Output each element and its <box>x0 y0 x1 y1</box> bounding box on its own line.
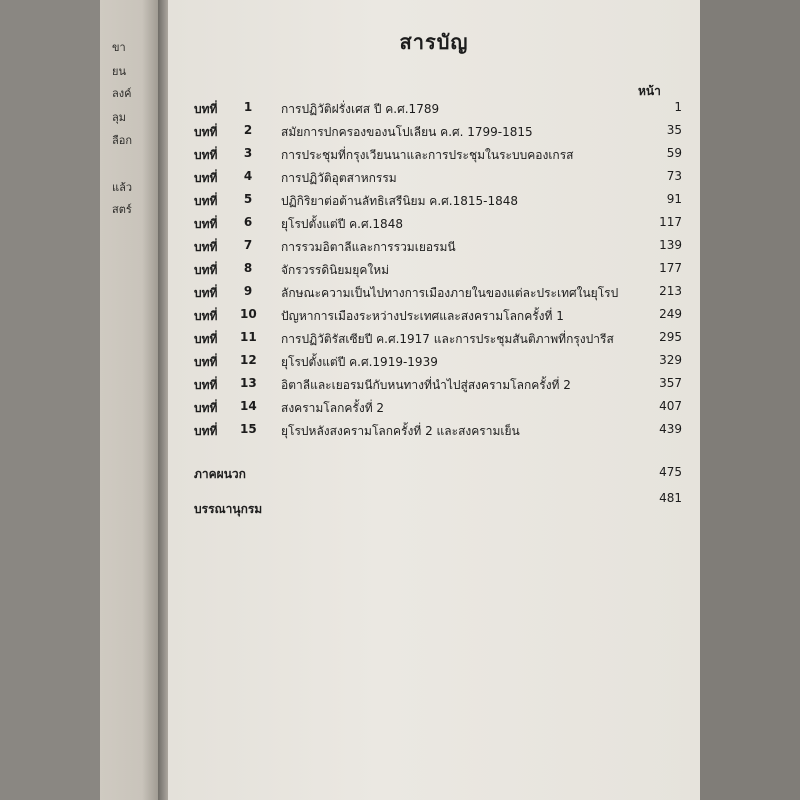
chapter-label: บทที่ <box>194 378 218 392</box>
chapter-label: บทที่ <box>194 102 218 116</box>
chapter-page: 1 <box>674 100 682 114</box>
chapter-label: บทที่ <box>194 194 218 208</box>
chapter-title: ปฏิกิริยาต่อต้านลัทธิเสรีนิยม ค.ศ.1815-1848 <box>281 194 518 208</box>
chapter-title: การปฏิวัติรัสเซียปี ค.ศ.1917 และการประชุมสันติภาพที่กรุงปารีส <box>281 332 614 346</box>
chapter-number: 15 <box>240 422 257 436</box>
chapter-label: บทที่ <box>194 355 218 369</box>
chapter-number: 12 <box>240 353 257 367</box>
chapter-label: บทที่ <box>194 171 218 185</box>
chapter-number: 8 <box>243 261 253 275</box>
chapter-title: สมัยการปกครองของนโปเลียน ค.ศ. 1799-1815 <box>281 125 533 139</box>
toc-row <box>168 123 700 143</box>
bibliography-label: บรรณานุกรม <box>194 502 263 516</box>
chapter-title: จักรวรรดินิยมยุคใหม่ <box>281 263 390 277</box>
toc-row <box>168 146 700 166</box>
chapter-title: การรวมอิตาลีและการรวมเยอรมนี <box>281 240 456 254</box>
chapter-number: 5 <box>243 192 253 206</box>
chapter-page: 439 <box>659 422 682 436</box>
toc-row <box>168 376 700 396</box>
toc-title: สารบัญ <box>399 30 469 54</box>
chapter-page: 73 <box>666 169 682 183</box>
chapter-number: 9 <box>243 284 253 298</box>
toc-row <box>168 215 700 235</box>
chapter-label: บทที่ <box>194 148 218 162</box>
chapter-label: บทที่ <box>194 401 218 415</box>
chapter-title: ยุโรปตั้งแต่ปี ค.ศ.1919-1939 <box>281 355 438 369</box>
chapter-label: บทที่ <box>194 286 218 300</box>
toc-row <box>168 169 700 189</box>
left-page-fragment: แล้ว <box>112 181 133 194</box>
chapter-title: ยุโรปหลังสงครามโลกครั้งที่ 2 และสงครามเย็น <box>281 424 520 438</box>
left-page-fragment: ยน <box>112 65 126 78</box>
chapter-title: ยุโรปตั้งแต่ปี ค.ศ.1848 <box>281 217 403 231</box>
chapter-title: ลักษณะความเป็นไปทางการเมืองภายในของแต่ละประเทศในยุโรป <box>281 286 619 300</box>
chapter-page: 177 <box>659 261 682 275</box>
chapter-label: บทที่ <box>194 217 218 231</box>
chapter-page: 117 <box>659 215 682 229</box>
background-surface <box>700 0 800 800</box>
toc-row <box>168 238 700 258</box>
chapter-label: บทที่ <box>194 240 218 254</box>
bibliography-page: 481 <box>659 491 682 505</box>
chapter-label: บทที่ <box>194 263 218 277</box>
chapter-page: 295 <box>659 330 682 344</box>
chapter-page: 407 <box>659 399 682 413</box>
chapter-title: สงครามโลกครั้งที่ 2 <box>281 401 385 415</box>
left-page <box>100 0 160 800</box>
chapter-title: ปัญหาการเมืองระหว่างประเทศและสงครามโลกครั้งที่ 1 <box>281 309 564 323</box>
chapter-page: 59 <box>666 146 682 160</box>
chapter-number: 2 <box>243 123 253 137</box>
chapter-label: บทที่ <box>194 332 218 346</box>
chapter-page: 139 <box>659 238 682 252</box>
toc-row <box>168 330 700 350</box>
appendix-page: 475 <box>659 465 682 479</box>
chapter-title: การปฏิวัติอุตสาหกรรม <box>281 171 397 185</box>
left-page-fragment: ลงค์ <box>112 87 132 100</box>
toc-row <box>168 399 700 419</box>
page-column-header: หน้า <box>638 84 661 98</box>
chapter-number: 14 <box>240 399 257 413</box>
chapter-number: 13 <box>240 376 257 390</box>
chapter-page: 35 <box>666 123 682 137</box>
toc-page <box>168 0 700 800</box>
chapter-page: 213 <box>659 284 682 298</box>
chapter-number: 10 <box>240 307 257 321</box>
left-page-fragment: ขา <box>112 41 126 54</box>
toc-row <box>168 353 700 373</box>
toc-row <box>168 100 700 120</box>
left-page-fragment: ลือก <box>112 134 133 147</box>
toc-row <box>168 192 700 212</box>
toc-row <box>168 261 700 281</box>
chapter-label: บทที่ <box>194 424 218 438</box>
chapter-title: การปฏิวัติฝรั่งเศส ปี ค.ศ.1789 <box>281 102 440 116</box>
chapter-label: บทที่ <box>194 125 218 139</box>
chapter-page: 91 <box>666 192 682 206</box>
chapter-number: 7 <box>243 238 253 252</box>
chapter-number: 4 <box>243 169 253 183</box>
chapter-title: การประชุมที่กรุงเวียนนาและการประชุมในระบบคองเกรส <box>281 148 574 162</box>
chapter-title: อิตาลีและเยอรมนีกับหนทางที่นำไปสู่สงครามโลกครั้งที่ 2 <box>281 378 571 392</box>
appendix-label: ภาคผนวก <box>194 467 246 481</box>
chapter-page: 249 <box>659 307 682 321</box>
left-page-fragment: สตร์ <box>112 203 132 216</box>
chapter-label: บทที่ <box>194 309 218 323</box>
toc-row <box>168 307 700 327</box>
toc-row <box>168 422 700 442</box>
chapter-number: 6 <box>243 215 253 229</box>
chapter-number: 11 <box>240 330 257 344</box>
left-page-fragment: ลุม <box>112 111 126 124</box>
chapter-page: 357 <box>659 376 682 390</box>
chapter-page: 329 <box>659 353 682 367</box>
chapter-number: 1 <box>243 100 253 114</box>
toc-row <box>168 284 700 304</box>
chapter-number: 3 <box>243 146 253 160</box>
